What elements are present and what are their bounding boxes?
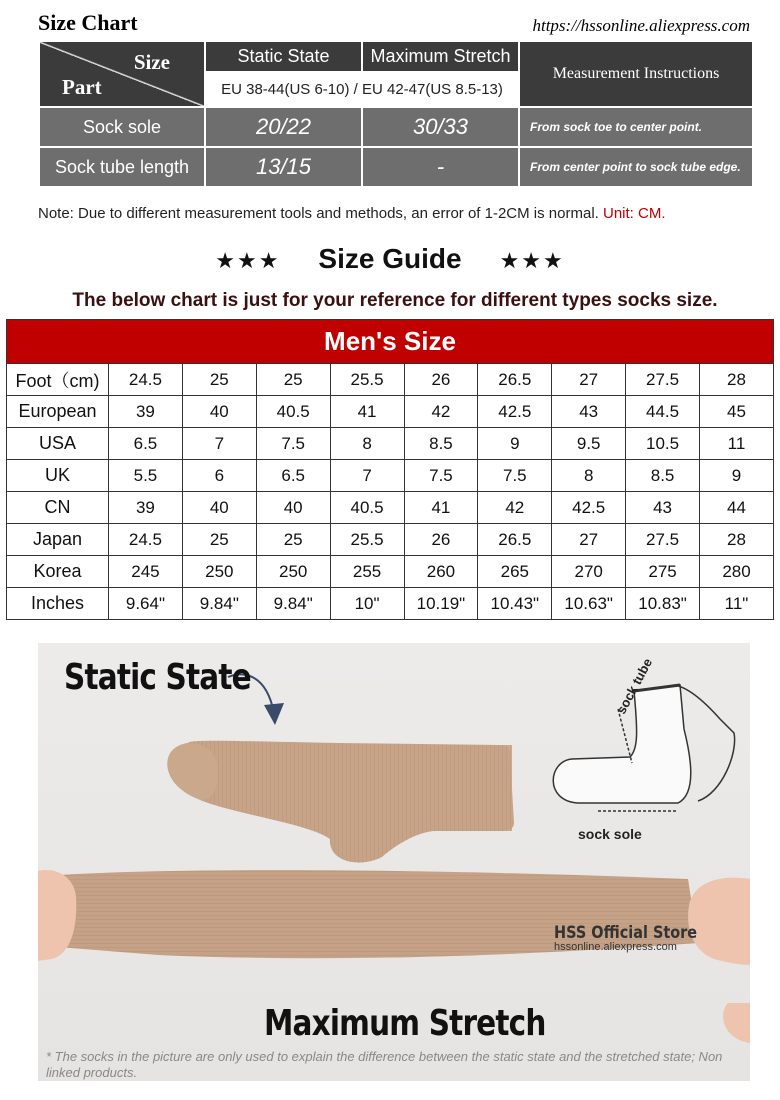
size-cell: 260 [404,556,478,588]
size-cell: 42.5 [478,396,552,428]
instruction-text: From sock toe to center point. [519,107,753,147]
size-cell: 10" [330,588,404,620]
size-guide-title: Size Guide [318,243,462,274]
size-cell: 6.5 [256,460,330,492]
table-row [7,396,774,428]
size-cell: 7 [182,428,256,460]
static-value: 20/22 [205,107,362,147]
static-value: 13/15 [205,147,362,187]
row-label: CN [7,492,109,524]
size-cell: 6.5 [109,428,183,460]
size-cell: 27.5 [626,364,700,396]
size-cell: 43 [552,396,626,428]
size-cell: 11 [700,428,774,460]
size-cell: 40 [182,396,256,428]
size-chart-table [38,40,754,188]
size-cell: 45 [700,396,774,428]
mens-size-banner: Men's Size [7,320,774,364]
size-cell: 7 [330,460,404,492]
col-static-state: Static State [205,41,362,72]
size-cell: 7.5 [256,428,330,460]
size-cell: 41 [404,492,478,524]
size-cell: 9.84" [256,588,330,620]
part-label: Sock tube length [39,147,205,187]
unit-text: Unit: CM. [603,205,666,222]
size-cell: 6 [182,460,256,492]
size-cell: 10.83" [626,588,700,620]
stars-right: ★★★ [499,248,565,273]
corner-part-label: Part [62,75,102,99]
row-label: Japan [7,524,109,556]
photo-disclaimer: * The socks in the picture are only used to explain the difference between the static state and the stretched state; Non linked products. [46,1049,723,1080]
maximum-stretch-title: Maximum Stretch [264,1003,546,1044]
eu-size-range: EU 38-44(US 6-10) / EU 42-47(US 8.5-13) [205,72,519,107]
size-part-corner [39,41,205,107]
size-cell: 9 [478,428,552,460]
size-cell: 25 [256,364,330,396]
stars-left: ★★★ [215,248,281,273]
size-cell: 9.84" [182,588,256,620]
size-cell: 10.19" [404,588,478,620]
size-cell: 10.63" [552,588,626,620]
size-cell: 26.5 [478,364,552,396]
col-measurement-instructions: Measurement Instructions [519,41,753,107]
size-guide-subtitle: The below chart is just for your reference for different types socks size. [72,290,718,311]
store-url[interactable]: https://hssonline.aliexpress.com [532,16,750,35]
note-text: Note: Due to different measurement tools and methods, an error of 1-2CM is normal. [38,205,599,222]
diagram-tube-label: sock tube [613,655,656,717]
size-cell: 25 [182,364,256,396]
measurement-note [38,205,666,222]
store-watermark-url: hssonline.aliexpress.com [554,941,677,953]
corner-size-label: Size [133,50,170,74]
size-cell: 275 [626,556,700,588]
size-cell: 43 [626,492,700,524]
size-cell: 10.5 [626,428,700,460]
size-cell: 24.5 [109,524,183,556]
size-chart-title: Size Chart [38,10,138,35]
size-cell: 9 [700,460,774,492]
size-cell: 25 [182,524,256,556]
sock-measure-diagram [553,685,734,811]
size-cell: 280 [700,556,774,588]
size-cell: 40 [256,492,330,524]
size-cell: 265 [478,556,552,588]
row-label: UK [7,460,109,492]
size-cell: 7.5 [478,460,552,492]
size-cell: 41 [330,396,404,428]
size-cell: 42 [478,492,552,524]
size-cell: 24.5 [109,364,183,396]
size-cell: 28 [700,364,774,396]
size-cell: 25.5 [330,524,404,556]
size-cell: 8 [552,460,626,492]
size-cell: 5.5 [109,460,183,492]
table-row [7,524,774,556]
mens-size-table [6,319,774,620]
row-label: USA [7,428,109,460]
stretch-value: 30/33 [362,107,519,147]
table-row [7,364,774,396]
table-row [7,492,774,524]
size-cell: 245 [109,556,183,588]
size-cell: 8 [330,428,404,460]
size-cell: 40 [182,492,256,524]
size-cell: 10.43" [478,588,552,620]
size-cell: 27 [552,364,626,396]
size-guide-heading [0,243,780,275]
size-cell: 39 [109,396,183,428]
size-cell: 250 [256,556,330,588]
size-cell: 250 [182,556,256,588]
row-label: Foot（cm) [7,364,109,396]
part-label: Sock sole [39,107,205,147]
diagram-sole-label: sock sole [578,826,642,842]
size-cell: 8.5 [404,428,478,460]
row-label: European [7,396,109,428]
size-cell: 27 [552,524,626,556]
row-label: Korea [7,556,109,588]
size-cell: 44 [700,492,774,524]
col-maximum-stretch: Maximum Stretch [362,41,519,72]
size-cell: 40.5 [330,492,404,524]
size-cell: 28 [700,524,774,556]
sock-photo [38,643,750,1081]
table-row [7,588,774,620]
size-cell: 42 [404,396,478,428]
table-row [39,107,753,147]
table-row [7,428,774,460]
instruction-text: From center point to sock tube edge. [519,147,753,187]
size-cell: 9.5 [552,428,626,460]
size-cell: 26 [404,364,478,396]
table-row [7,460,774,492]
size-cell: 26.5 [478,524,552,556]
size-cell: 7.5 [404,460,478,492]
size-cell: 39 [109,492,183,524]
row-label: Inches [7,588,109,620]
static-sock-image [167,741,514,863]
size-cell: 270 [552,556,626,588]
size-cell: 25 [256,524,330,556]
static-state-title: Static State [64,657,251,698]
size-cell: 40.5 [256,396,330,428]
table-row [7,556,774,588]
size-cell: 44.5 [626,396,700,428]
size-cell: 42.5 [552,492,626,524]
size-cell: 11" [700,588,774,620]
size-cell: 8.5 [626,460,700,492]
size-cell: 255 [330,556,404,588]
table-row [39,147,753,187]
stretch-value: - [362,147,519,187]
store-watermark: HSS Official Store [554,923,698,943]
size-cell: 26 [404,524,478,556]
size-cell: 25.5 [330,364,404,396]
size-cell: 27.5 [626,524,700,556]
size-cell: 9.64" [109,588,183,620]
